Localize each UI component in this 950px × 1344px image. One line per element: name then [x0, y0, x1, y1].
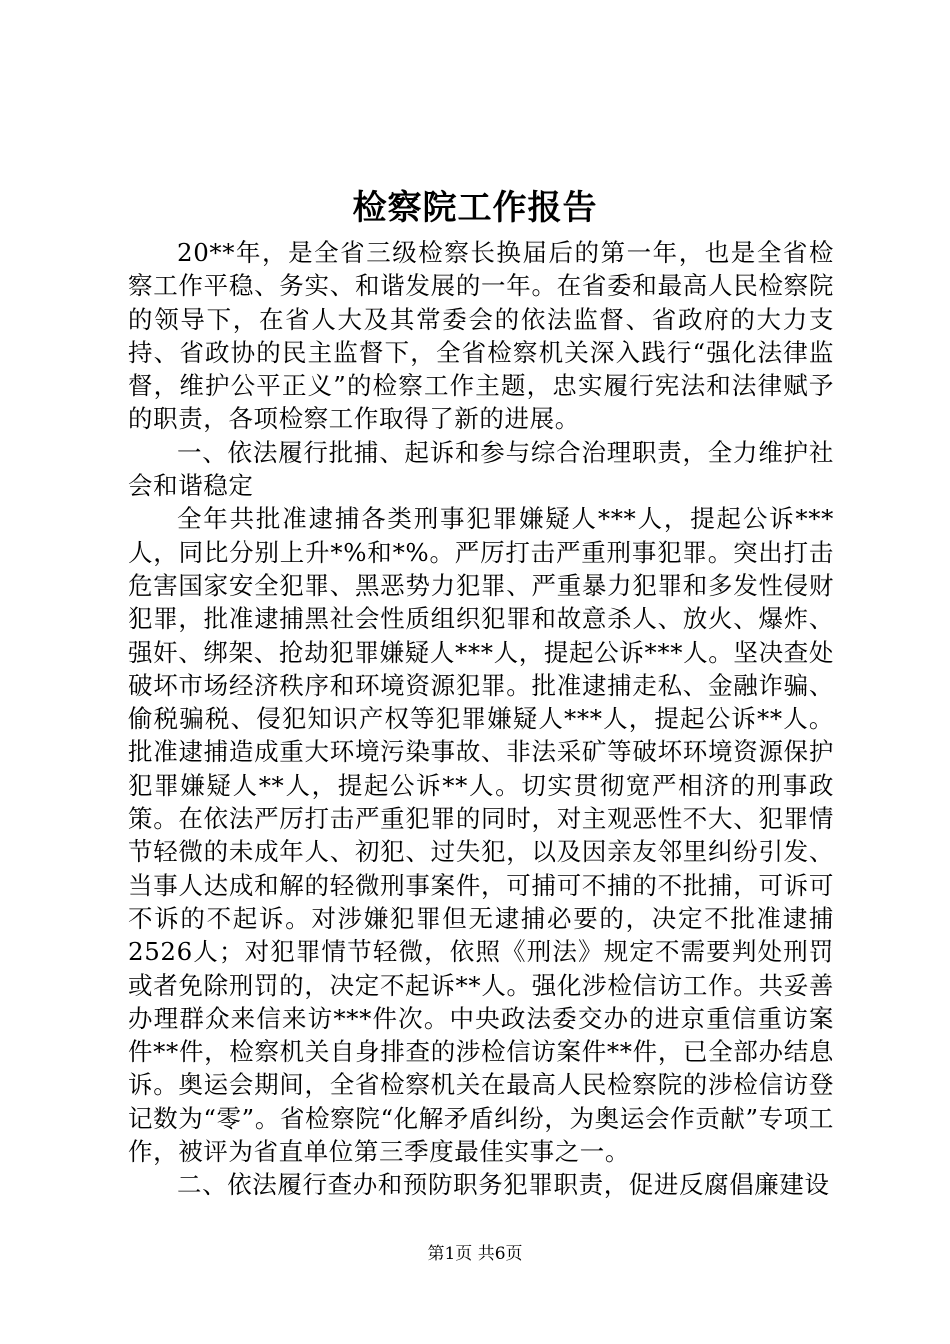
section-heading-2: 二、依法履行查办和预防职务犯罪职责，促进反腐倡廉建设 — [177, 1170, 830, 1200]
document-title: 检察院工作报告 — [352, 188, 598, 228]
paragraph-section-1: 全年共批准逮捕各类刑事犯罪嫌疑人***人，提起公诉***人，同比分别上升*%和*%。严厉打击严重刑事犯罪。突出打击危害国家安全犯罪、黑恶势力犯罪、严重暴力犯罪和多发性侵财犯罪，批准逮捕黑社会性质组织犯罪和故意杀人、放火、爆炸、强奸、绑架、抢劫犯罪嫌疑人***人，提起公诉***人。坚决查处破坏市场经济秩序和环境资源犯罪。批准逮捕走私、金融诈骗、偷税骗税、侵犯知识产权等犯罪嫌疑人***人，提起公诉**人。批准逮捕造成重大环境污染事故、非法采矿等破坏环境资源保护犯罪嫌疑人**人，提起公诉**人。切实贯彻宽严相济的刑事政策。在依法严厉打击严重犯罪的同时，对主观恶性不大、犯罪情节轻微的未成年人、初犯、过失犯，以及因亲友邻里纠纷引发、当事人达成和解的轻微刑事案件，可捕可不捕的不批捕，可诉可不诉的不起诉。对涉嫌犯罪但无逮捕必要的，决定不批准逮捕2526人；对犯罪情节轻微，依照《刑法》规定不需要判处刑罚或者免除刑罚的，决定不起诉**人。强化涉检信访工作。共妥善办理群众来信来访***件次。中央政法委交办的进京重信重访案件**件，检察机关自身排查的涉检信访案件**件，已全部办结息诉。奥运会期间，全省检察机关在最高人民检察院的涉检信访登记数为“零”。省检察院“化解矛盾纠纷，为奥运会作贡献”专项工作，被评为省直单位第三季度最佳实事之一。 — [128, 504, 834, 1167]
document-body — [128, 236, 834, 1202]
paragraph-intro: 20**年，是全省三级检察长换届后的第一年，也是全省检察工作平稳、务实、和谐发展的一年。在省委和最高人民检察院的领导下，在省人大及其常委会的依法监督、省政府的大力支持、省政协的民主监督下，全省检察机关深入践行“强化法律监督，维护公平正义”的检察工作主题，忠实履行宪法和法律赋予的职责，各项检察工作取得了新的进展。 — [128, 238, 834, 434]
section-heading-1: 一、依法履行批捕、起诉和参与综合治理职责，全力维护社会和谐稳定 — [128, 437, 834, 501]
page-footer: 第1页 共6页 — [427, 1244, 523, 1264]
